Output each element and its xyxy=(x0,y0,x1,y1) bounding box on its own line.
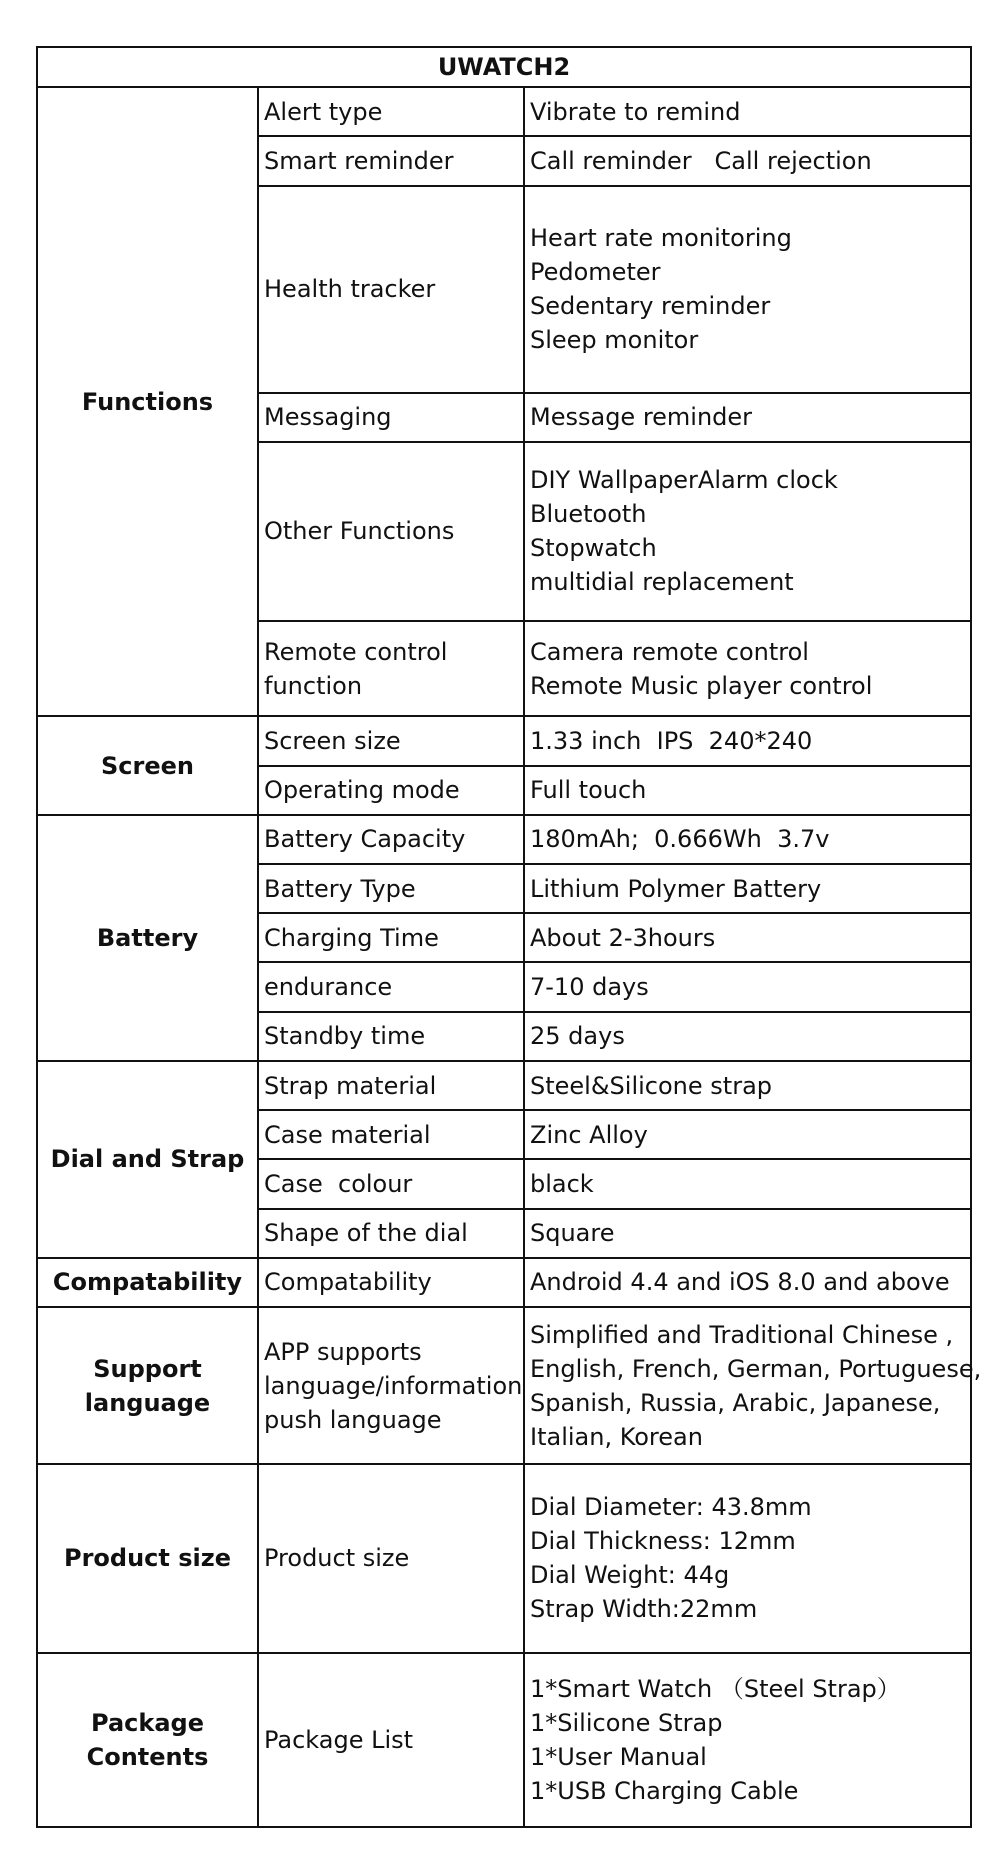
spec-value xyxy=(524,913,971,962)
spec-key-line: Strap material xyxy=(264,1071,437,1100)
spec-value-line: Square xyxy=(530,1219,615,1248)
spec-key xyxy=(258,1159,524,1208)
spec-value xyxy=(524,87,971,136)
table-row xyxy=(37,1653,971,1827)
table-row xyxy=(37,716,971,765)
spec-value xyxy=(524,1061,971,1110)
spec-key-line: Product size xyxy=(264,1544,410,1573)
spec-value-line: Bluetooth xyxy=(530,500,647,529)
spec-key xyxy=(258,186,524,393)
spec-value-line: About 2-3hours xyxy=(530,923,716,952)
spec-value xyxy=(524,442,971,621)
category-battery: Battery xyxy=(37,815,258,1061)
spec-key xyxy=(258,621,524,716)
spec-key xyxy=(258,393,524,442)
spec-value xyxy=(524,1258,971,1307)
spec-key-line: Other Functions xyxy=(264,517,455,546)
spec-value-line: 25 days xyxy=(530,1022,625,1051)
category-support-language: Support language xyxy=(37,1307,258,1464)
spec-value xyxy=(524,1653,971,1827)
spec-key xyxy=(258,913,524,962)
spec-value-line: Full touch xyxy=(530,776,647,805)
category-compatability: Compatability xyxy=(37,1258,258,1307)
category-package-contents: Package Contents xyxy=(37,1653,258,1827)
spec-value xyxy=(524,186,971,393)
spec-value-line: Pedometer xyxy=(530,258,661,287)
spec-value-line: Dial Weight: 44g xyxy=(530,1561,730,1590)
spec-value-line: multidial replacement xyxy=(530,568,794,597)
spec-value xyxy=(524,1209,971,1258)
spec-key-line: Battery Type xyxy=(264,874,416,903)
spec-value-line: Lithium Polymer Battery xyxy=(530,874,822,903)
spec-key xyxy=(258,864,524,913)
spec-value-line: 1*User Manual xyxy=(530,1742,707,1771)
spec-value-line: Strap Width:22mm xyxy=(530,1595,758,1624)
spec-key xyxy=(258,716,524,765)
spec-value-line: Dial Diameter: 43.8mm xyxy=(530,1493,812,1522)
spec-key xyxy=(258,442,524,621)
spec-value xyxy=(524,815,971,864)
spec-value xyxy=(524,1307,982,1464)
spec-table xyxy=(36,46,982,1828)
spec-key-line: Case colour xyxy=(264,1170,413,1199)
category-dial-and-strap: Dial and Strap xyxy=(37,1061,258,1258)
spec-value-line: Call reminder Call rejection xyxy=(530,147,872,176)
spec-value-line: Stopwatch xyxy=(530,534,657,563)
table-row xyxy=(37,1061,971,1110)
spec-key xyxy=(258,1061,524,1110)
spec-key-line: Charging Time xyxy=(264,923,439,952)
spec-value xyxy=(524,962,971,1011)
spec-key xyxy=(258,1209,524,1258)
spec-value-line: 1*Silicone Strap xyxy=(530,1708,723,1737)
table-title: UWATCH2 xyxy=(37,47,971,87)
spec-value-line: Remote Music player control xyxy=(530,671,873,700)
spec-key-line: Standby time xyxy=(264,1022,426,1051)
spec-value-line: Simplified and Traditional Chinese , xyxy=(530,1320,954,1349)
spec-value-line: 7-10 days xyxy=(530,973,649,1002)
spec-key-line: language/information xyxy=(264,1371,523,1400)
spec-key xyxy=(258,815,524,864)
spec-value-line: Sedentary reminder xyxy=(530,292,771,321)
spec-value xyxy=(524,864,971,913)
spec-key-line: push language xyxy=(264,1405,442,1434)
spec-table-body xyxy=(37,47,982,1827)
spec-key-line: APP supports xyxy=(264,1337,422,1366)
spec-key-line: Battery Capacity xyxy=(264,825,466,854)
spec-value xyxy=(524,1464,971,1653)
spec-value-line: Italian, Korean xyxy=(530,1422,703,1451)
spec-value xyxy=(524,716,971,765)
spec-value-line: 1*Smart Watch （Steel Strap） xyxy=(530,1674,901,1703)
spec-key-line: Operating mode xyxy=(264,776,460,805)
spec-key-line: Case material xyxy=(264,1120,431,1149)
spec-value xyxy=(524,1159,971,1208)
spec-key-line: Messaging xyxy=(264,403,392,432)
spec-value-line: Camera remote control xyxy=(530,637,809,666)
spec-value-line: English, French, German, Portuguese, xyxy=(530,1354,982,1383)
spec-key-line: Remote control xyxy=(264,637,448,666)
spec-value xyxy=(524,1110,971,1159)
spec-key xyxy=(258,962,524,1011)
spec-value-line: Message reminder xyxy=(530,403,753,432)
spec-key xyxy=(258,1653,524,1827)
spec-value-line: black xyxy=(530,1170,594,1199)
spec-key xyxy=(258,1110,524,1159)
spec-value-line: Heart rate monitoring xyxy=(530,224,792,253)
spec-value-line: Dial Thickness: 12mm xyxy=(530,1527,796,1556)
spec-value-line: Sleep monitor xyxy=(530,326,699,355)
spec-value-line: Steel&Silicone strap xyxy=(530,1071,773,1100)
spec-key-line: Compatability xyxy=(264,1268,432,1297)
spec-value-line: DIY WallpaperAlarm clock xyxy=(530,466,838,495)
category-product-size: Product size xyxy=(37,1464,258,1653)
table-row xyxy=(37,1258,971,1307)
title-row xyxy=(37,47,971,87)
spec-key xyxy=(258,1307,524,1464)
table-row xyxy=(37,1464,971,1653)
spec-value-line: Vibrate to remind xyxy=(530,97,741,126)
spec-key xyxy=(258,766,524,815)
spec-key xyxy=(258,87,524,136)
table-row xyxy=(37,815,971,864)
spec-value-line: Spanish, Russia, Arabic, Japanese, xyxy=(530,1388,941,1417)
spec-key-line: Screen size xyxy=(264,726,401,755)
spec-key xyxy=(258,1258,524,1307)
spec-key xyxy=(258,1012,524,1061)
spec-value xyxy=(524,1012,971,1061)
spec-value-line: 180mAh; 0.666Wh 3.7v xyxy=(530,825,830,854)
spec-key-line: Health tracker xyxy=(264,275,436,304)
spec-value xyxy=(524,136,971,185)
category-screen: Screen xyxy=(37,716,258,814)
spec-value-line: Android 4.4 and iOS 8.0 and above xyxy=(530,1268,950,1297)
spec-key-line: endurance xyxy=(264,973,393,1002)
spec-key-line: Package List xyxy=(264,1725,414,1754)
spec-key-line: Shape of the dial xyxy=(264,1219,468,1248)
spec-value-line: 1*USB Charging Cable xyxy=(530,1776,799,1805)
spec-value xyxy=(524,393,971,442)
spec-key xyxy=(258,1464,524,1653)
spec-key xyxy=(258,136,524,185)
spec-value xyxy=(524,621,971,716)
spec-key-line: Smart reminder xyxy=(264,147,454,176)
spec-key-line: function xyxy=(264,671,363,700)
spec-value-line: 1.33 inch IPS 240*240 xyxy=(530,726,813,755)
table-row xyxy=(37,87,971,136)
spec-key-line: Alert type xyxy=(264,97,383,126)
spec-value xyxy=(524,766,971,815)
spec-value-line: Zinc Alloy xyxy=(530,1120,648,1149)
table-row xyxy=(37,1307,971,1464)
category-functions: Functions xyxy=(37,87,258,716)
